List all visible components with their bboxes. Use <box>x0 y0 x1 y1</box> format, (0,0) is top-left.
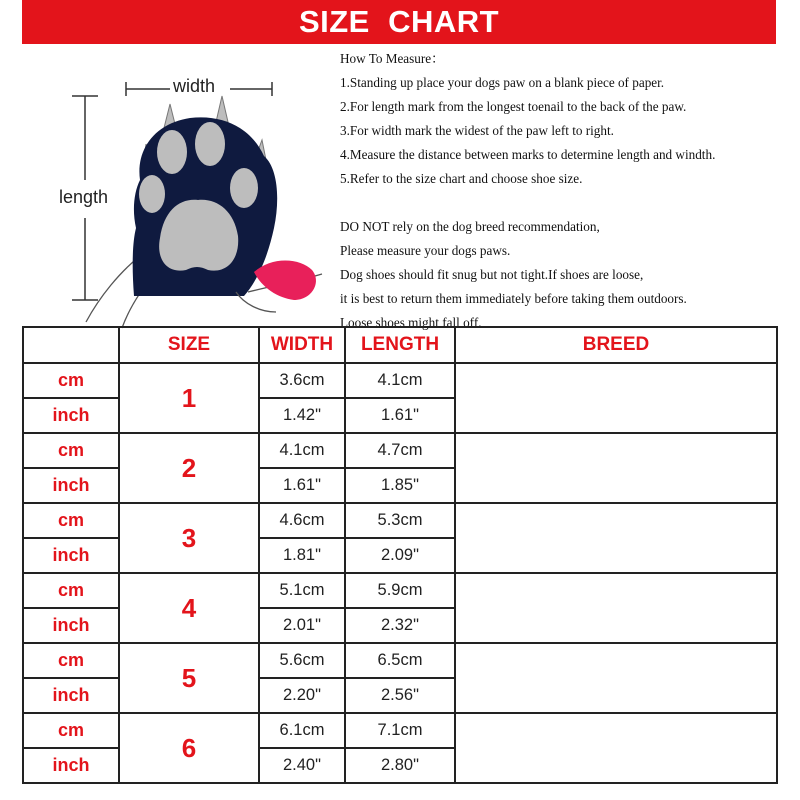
header-unit <box>23 327 119 363</box>
unit-cm: cm <box>23 643 119 678</box>
size-value: 1 <box>119 363 259 433</box>
length-cm: 4.7cm <box>345 433 455 468</box>
measure-instructions <box>340 47 790 335</box>
table-row <box>23 643 777 678</box>
breed-cell <box>455 363 777 433</box>
length-cm: 6.5cm <box>345 643 455 678</box>
header-breed: BREED <box>455 327 777 363</box>
instruction-note: DO NOT rely on the dog breed recommendation, <box>340 219 600 234</box>
breed-cell <box>455 643 777 713</box>
unit-inch: inch <box>23 748 119 783</box>
breed-cell <box>455 713 777 783</box>
unit-cm: cm <box>23 503 119 538</box>
unit-inch: inch <box>23 538 119 573</box>
instruction-step: 2.For length mark from the longest toenail to the back of the paw. <box>340 99 687 114</box>
table-row <box>23 713 777 748</box>
header-length: LENGTH <box>345 327 455 363</box>
table-body <box>23 363 777 783</box>
length-inch: 1.61" <box>345 398 455 433</box>
unit-cm: cm <box>23 363 119 398</box>
length-cm: 7.1cm <box>345 713 455 748</box>
table-row <box>23 503 777 538</box>
length-inch: 2.09" <box>345 538 455 573</box>
unit-inch: inch <box>23 608 119 643</box>
size-value: 2 <box>119 433 259 503</box>
width-inch: 2.40" <box>259 748 345 783</box>
unit-cm: cm <box>23 713 119 748</box>
header-size: SIZE <box>119 327 259 363</box>
length-inch: 1.85" <box>345 468 455 503</box>
instruction-note: Dog shoes should fit snug but not tight.If shoes are loose, <box>340 267 644 282</box>
width-inch: 1.61" <box>259 468 345 503</box>
length-cm: 5.9cm <box>345 573 455 608</box>
instructions-heading: How To Measure： <box>340 51 445 66</box>
instruction-step: 1.Standing up place your dogs paw on a blank piece of paper. <box>340 75 665 90</box>
instruction-step: 4.Measure the distance between marks to determine length and windth. <box>340 147 716 162</box>
width-inch: 2.20" <box>259 678 345 713</box>
width-cm: 3.6cm <box>259 363 345 398</box>
table-row <box>23 363 777 398</box>
breed-cell <box>455 503 777 573</box>
paw-diagram <box>40 60 330 330</box>
width-label: width <box>170 76 218 97</box>
size-value: 5 <box>119 643 259 713</box>
size-table <box>22 326 778 784</box>
instruction-step: 3.For width mark the widest of the paw left to right. <box>340 123 614 138</box>
instruction-note: Please measure your dogs paws. <box>340 243 511 258</box>
unit-inch: inch <box>23 678 119 713</box>
width-cm: 5.1cm <box>259 573 345 608</box>
width-cm: 6.1cm <box>259 713 345 748</box>
unit-cm: cm <box>23 573 119 608</box>
instruction-note: Loose shoes might fall off. <box>340 315 482 330</box>
unit-inch: inch <box>23 468 119 503</box>
width-cm: 4.1cm <box>259 433 345 468</box>
length-inch: 2.56" <box>345 678 455 713</box>
width-inch: 1.81" <box>259 538 345 573</box>
table-row <box>23 573 777 608</box>
width-inch: 2.01" <box>259 608 345 643</box>
length-label: length <box>56 187 111 208</box>
header-width: WIDTH <box>259 327 345 363</box>
breed-cell <box>455 433 777 503</box>
breed-cell <box>455 573 777 643</box>
unit-cm: cm <box>23 433 119 468</box>
size-chart-banner: SIZE CHART <box>22 0 776 44</box>
length-cm: 5.3cm <box>345 503 455 538</box>
width-cm: 4.6cm <box>259 503 345 538</box>
width-inch: 1.42" <box>259 398 345 433</box>
size-value: 6 <box>119 713 259 783</box>
size-value: 3 <box>119 503 259 573</box>
length-inch: 2.80" <box>345 748 455 783</box>
length-cm: 4.1cm <box>345 363 455 398</box>
table-row <box>23 433 777 468</box>
unit-inch: inch <box>23 398 119 433</box>
size-value: 4 <box>119 573 259 643</box>
instruction-note: it is best to return them immediately before taking them outdoors. <box>340 291 687 306</box>
instruction-step: 5.Refer to the size chart and choose shoe size. <box>340 171 583 186</box>
table-header-row <box>23 327 777 363</box>
length-inch: 2.32" <box>345 608 455 643</box>
width-cm: 5.6cm <box>259 643 345 678</box>
